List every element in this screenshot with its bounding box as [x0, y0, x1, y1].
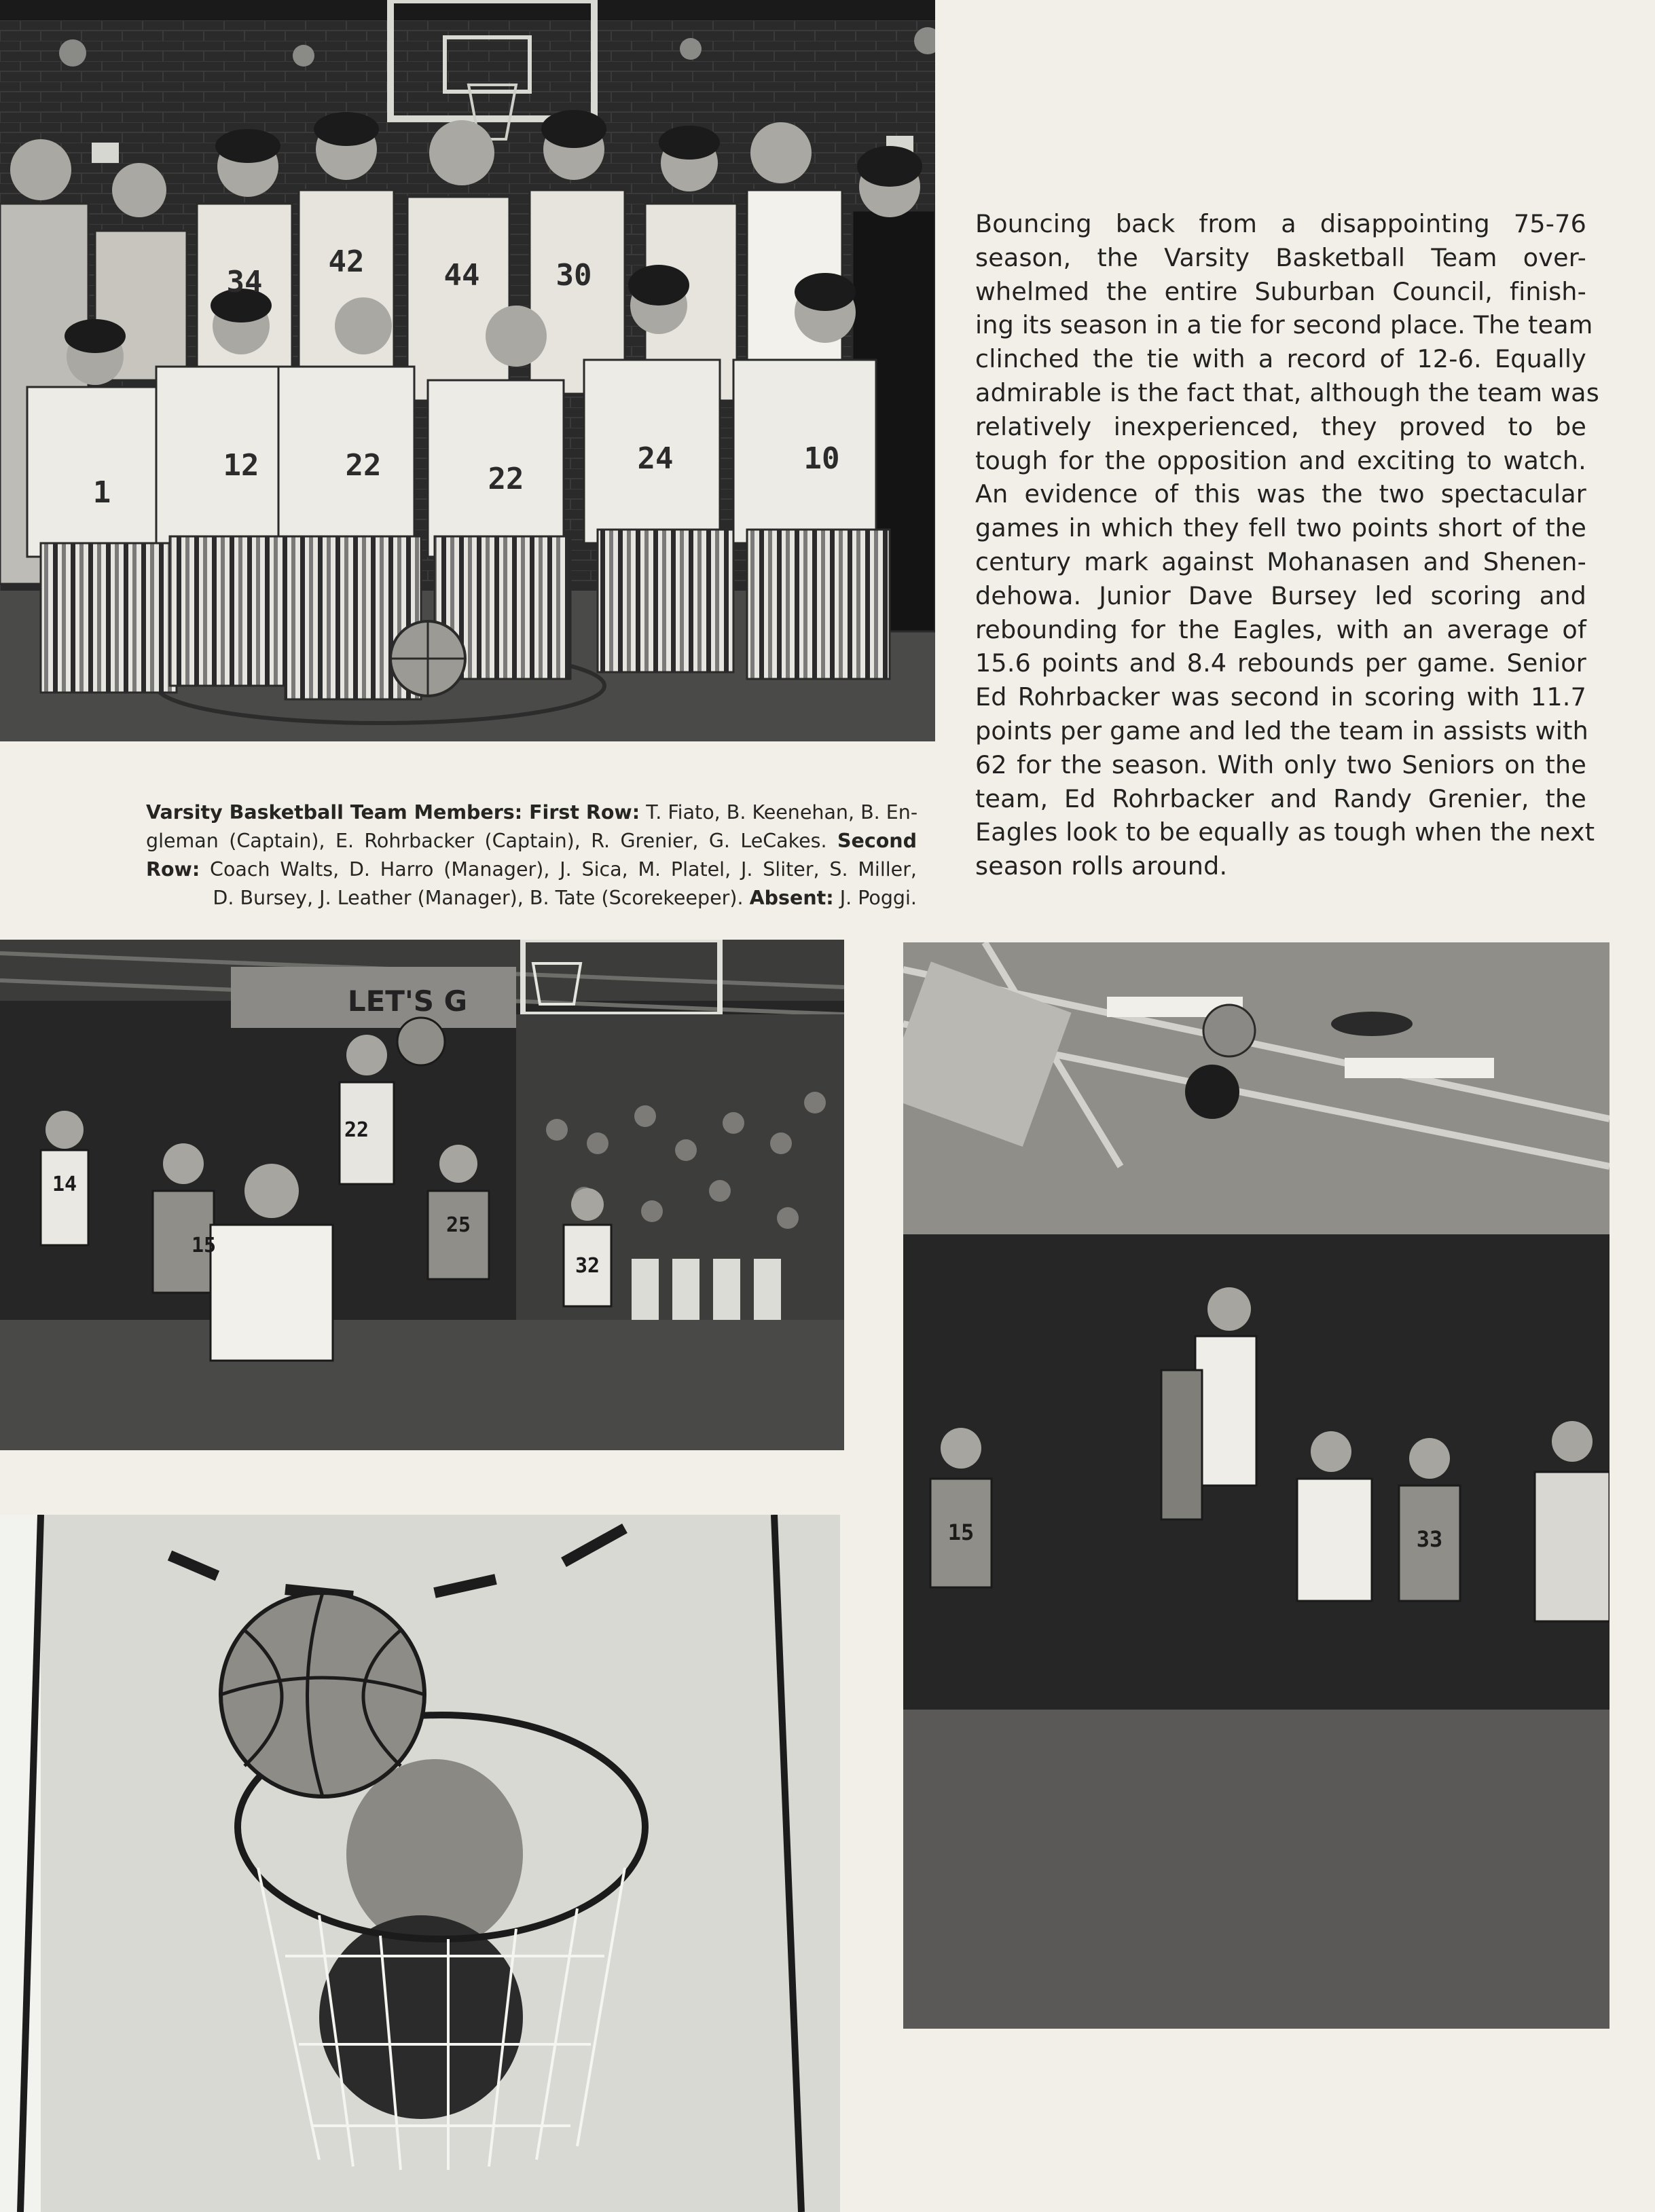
caption-line — [146, 855, 917, 884]
article-line: 62 for the season. With only two Seniors on the — [975, 750, 1586, 779]
caption-text: J. Poggi. — [833, 887, 917, 909]
caption-line — [146, 798, 917, 827]
jersey-number: 15 — [191, 1234, 217, 1257]
article-line: admirable is the fact that, although the team was — [975, 377, 1599, 407]
dunk-photo — [0, 1515, 840, 2212]
article-line: relatively inexperienced, they proved to be — [975, 411, 1586, 441]
jersey-number: 22 — [344, 1118, 369, 1142]
article-body — [975, 207, 1599, 883]
jersey-number: 22 — [345, 448, 382, 483]
caption-text: gleman (Captain), E. Rohrbacker (Captain), R. Grenier, G. LeCakes. — [146, 830, 837, 852]
article-line: tough for the opposition and exciting to watch. — [975, 445, 1586, 475]
caption-text: D. Bursey, J. Leather (Manager), B. Tate (Scorekeeper). — [213, 887, 750, 909]
jersey-number: 33 — [1416, 1526, 1443, 1552]
team-photo — [0, 0, 935, 741]
article-line: team, Ed Rohrbacker and Randy Grenier, the — [975, 784, 1586, 813]
article-line: Ed Rohrbacker was second in scoring with 11.7 — [975, 682, 1586, 712]
jersey-number: 44 — [443, 258, 480, 293]
article-line: ing its season in a tie for second place. The team — [975, 310, 1593, 340]
article-line: clinched the tie with a record of 12-6. Equally — [975, 344, 1586, 374]
jersey-number: 12 — [223, 448, 259, 483]
jersey-number: 14 — [52, 1173, 77, 1196]
article-line: Bouncing back from a disappointing 75-76 — [975, 209, 1586, 238]
jersey-number: 25 — [445, 1213, 471, 1237]
jersey-number: 32 — [575, 1254, 600, 1278]
article-line: An evidence of this was the two spectacular — [975, 479, 1586, 509]
caption-heading: Absent: — [749, 887, 834, 909]
caption-heading: Second — [837, 830, 917, 852]
caption-heading: Varsity Basketball Team Members: First Row: — [146, 801, 640, 824]
article-line: century mark against Mohanasen and Shenen- — [975, 547, 1586, 576]
jersey-number: 15 — [947, 1519, 975, 1545]
article-line: rebounding for the Eagles, with an average of — [975, 614, 1586, 644]
team-caption — [146, 798, 917, 913]
caption-text: Coach Walts, D. Harro (Manager), J. Sica, M. Platel, J. Sliter, S. Miller, — [200, 858, 917, 881]
jersey-number: 42 — [328, 244, 365, 279]
article-line: 15.6 points and 8.4 rebounds per game. Senior — [975, 648, 1586, 678]
jersey-number: 10 — [803, 441, 840, 476]
article-line: dehowa. Junior Dave Bursey led scoring and — [975, 580, 1586, 610]
jersey-number: 1 — [92, 475, 111, 510]
caption-heading: Row: — [146, 858, 200, 881]
caption-line — [146, 884, 917, 913]
jersey-number: 24 — [637, 441, 674, 476]
article-line: season, the Varsity Basketball Team over- — [975, 242, 1586, 272]
gym-banner: LET'S G — [347, 984, 468, 1018]
tipoff-photo — [903, 942, 1609, 2029]
caption-line — [146, 827, 917, 855]
layup-photo — [0, 940, 844, 1450]
article-line: season rolls around. — [975, 851, 1228, 881]
article-line: Eagles look to be equally as tough when the next — [975, 817, 1595, 847]
article-line: points per game and led the team in assists with — [975, 716, 1588, 745]
jersey-number: 22 — [488, 462, 524, 496]
caption-text: T. Fiato, B. Keenehan, B. En- — [640, 801, 918, 824]
article-line: whelmed the entire Suburban Council, finish- — [975, 276, 1586, 306]
article-line: games in which they fell two points short of the — [975, 513, 1586, 543]
jersey-number: 30 — [556, 258, 592, 293]
jersey-number: 34 — [226, 265, 263, 299]
